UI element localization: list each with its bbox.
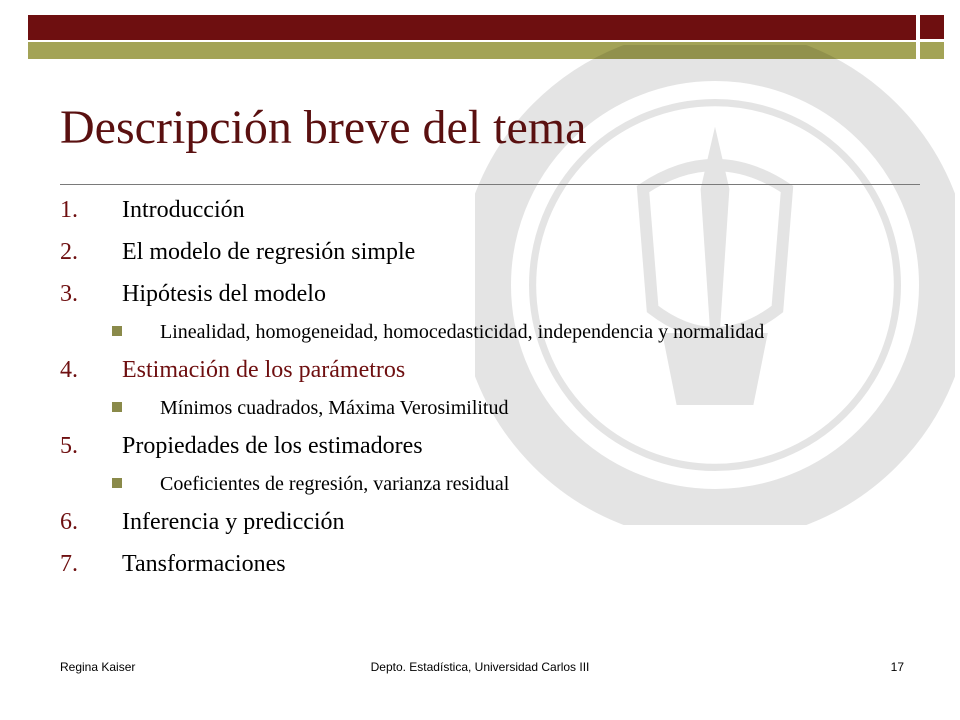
square-bullet-icon xyxy=(112,478,122,488)
topic-label: Hipótesis del modelo xyxy=(122,281,326,307)
header-corner-square-dark xyxy=(918,15,944,39)
title-divider xyxy=(60,184,920,185)
topic-label: Estimación de los parámetros xyxy=(122,357,406,383)
topic-number: 4. xyxy=(60,357,78,383)
slide-title: Descripción breve del tema xyxy=(60,101,587,154)
topic-number: 6. xyxy=(60,509,78,535)
topic-item xyxy=(60,279,920,309)
topic-label: Inferencia y predicción xyxy=(122,509,345,535)
subtopic-label: Mínimos cuadrados, Máxima Verosimilitud xyxy=(160,397,509,419)
square-bullet-icon xyxy=(112,402,122,412)
topic-label: Introducción xyxy=(122,197,245,223)
topic-list xyxy=(60,195,920,579)
header-band-dark xyxy=(28,15,916,40)
footer-page-number: 17 xyxy=(890,660,904,674)
topic-item xyxy=(60,507,920,537)
topic-item xyxy=(60,549,920,579)
subtopic-label: Coeficientes de regresión, varianza residual xyxy=(160,473,510,495)
subtopic-item xyxy=(60,397,920,419)
topic-number: 1. xyxy=(60,197,78,223)
subtopic-item xyxy=(60,321,920,343)
topic-number: 3. xyxy=(60,281,78,307)
square-bullet-icon xyxy=(112,326,122,336)
topic-label: Tansformaciones xyxy=(122,551,286,577)
footer-department: Depto. Estadística, Universidad Carlos III xyxy=(370,660,590,674)
footer-author: Regina Kaiser xyxy=(60,660,136,674)
topic-number: 7. xyxy=(60,551,78,577)
subtopic-item xyxy=(60,473,920,495)
header-corner-square-olive xyxy=(918,40,944,59)
topic-number: 5. xyxy=(60,433,78,459)
topic-item xyxy=(60,431,920,461)
topic-label: Propiedades de los estimadores xyxy=(122,433,423,459)
topic-number: 2. xyxy=(60,239,78,265)
topic-item xyxy=(60,195,920,225)
topic-label: El modelo de regresión simple xyxy=(122,239,416,265)
topic-item xyxy=(60,355,920,385)
subtopic-label: Linealidad, homogeneidad, homocedasticidad, independencia y normalidad xyxy=(160,321,765,343)
header-band-olive xyxy=(28,40,916,59)
topic-item xyxy=(60,237,920,267)
